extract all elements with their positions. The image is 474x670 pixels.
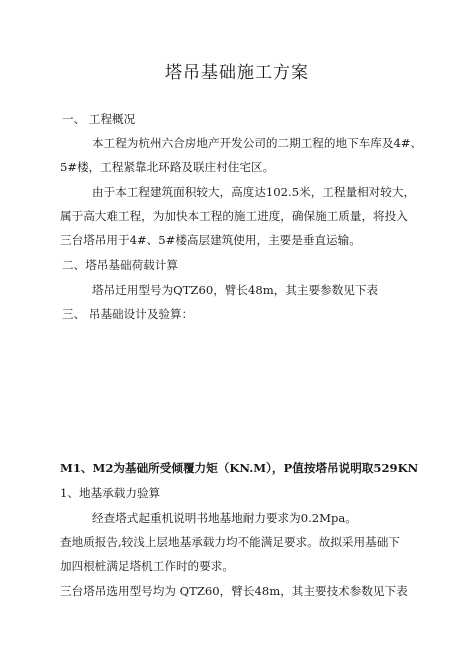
paragraph-line: 三台塔吊用于4#、5#楼高层建筑使用，主要是垂直运输。 xyxy=(60,233,361,247)
subsection-heading: 1、地基承载力验算 xyxy=(60,486,161,500)
paragraph-line: 属于高大难工程，为加快本工程的施工进度，确保施工质量，将投入 xyxy=(60,209,408,223)
paragraph-line: 加四根桩满足塔机工作时的要求。 xyxy=(60,559,234,573)
paragraph-line: 本工程为杭州六合房地产开发公司的二期工程的地下车库及4#、 xyxy=(92,136,423,150)
section-heading-3: 三、 吊基础设计及验算： xyxy=(62,307,194,321)
paragraph-line: 三台塔吊选用型号均为 QTZ60，臂长48m，其主要技术参数见下表 xyxy=(60,584,408,598)
section-heading-1: 一、 工程概况 xyxy=(62,112,136,126)
document-title: 塔吊基础施工方案 xyxy=(165,63,309,83)
paragraph-line: 5#楼，工程紧靠北环路及联庄村住宅区。 xyxy=(60,160,275,174)
paragraph-line: M1、M2为基础所受倾覆力矩（KN.M），P值按塔吊说明取529KN xyxy=(60,461,419,475)
paragraph-line: 经查塔式起重机说明书地基地耐力要求为0.2Mpa。 xyxy=(92,511,357,525)
paragraph-line: 查地质报告,较浅上层地基承载力均不能满足要求。故拟采用基础下 xyxy=(60,535,400,549)
section-heading-2: 二、塔吊基础荷载计算 xyxy=(62,258,178,272)
paragraph-line: 塔吊迁用型号为QTZ60，臂长48m，其主要参数见下表 xyxy=(92,283,379,297)
paragraph-line: 由于本工程建筑面积较大，高度达102.5米，工程量相对较大， xyxy=(92,185,416,199)
